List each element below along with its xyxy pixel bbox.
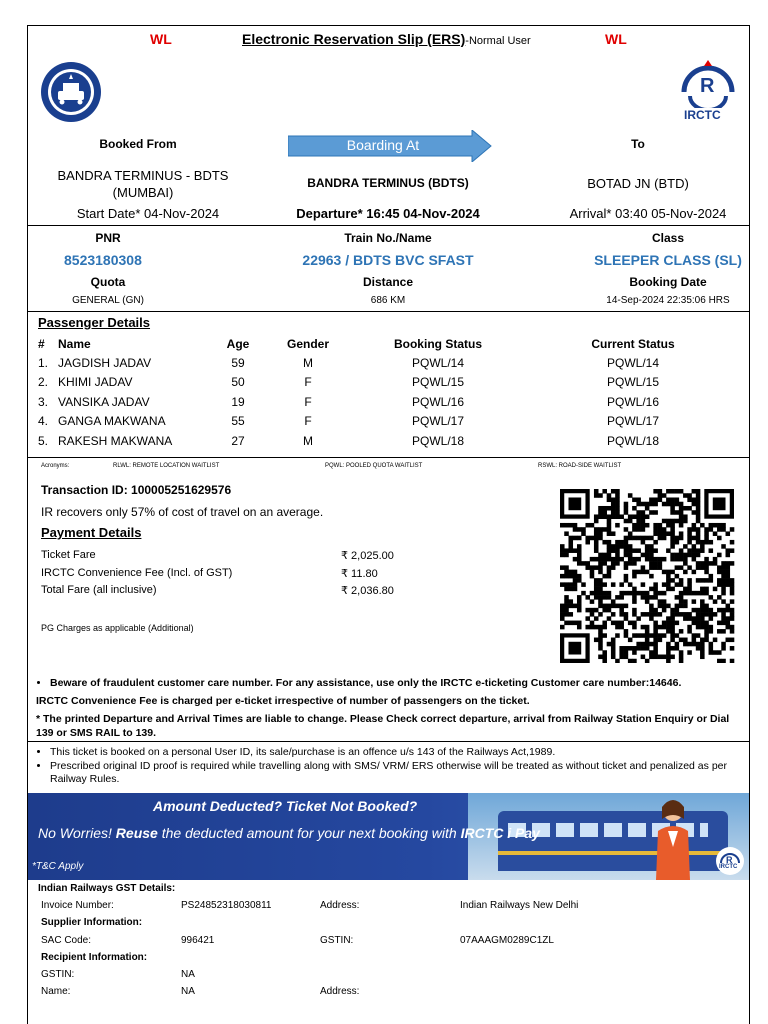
booking-date-label: Booking Date xyxy=(629,275,707,289)
acronym-rswl: RSWL: ROAD-SIDE WAITLIST xyxy=(538,463,622,469)
start-date: Start Date* 04-Nov-2024 xyxy=(76,206,220,221)
banner-headline: Amount Deducted? Ticket Not Booked? xyxy=(153,798,418,814)
quota-value: GENERAL (GN) xyxy=(72,295,144,306)
indian-railways-logo-icon xyxy=(40,61,102,123)
gst-title: Indian Railways GST Details: xyxy=(38,883,176,894)
irctc-logo-text: IRCTC xyxy=(684,108,721,122)
passenger-name: GANGA MAKWANA xyxy=(58,414,166,429)
from-station xyxy=(38,167,248,201)
passenger-gender: F xyxy=(304,394,312,409)
class-value: SLEEPER CLASS (SL) xyxy=(594,252,742,268)
divider xyxy=(28,741,749,742)
col-header-age: Age xyxy=(226,336,250,351)
banner-ipay: IRCTC i Pay xyxy=(460,825,540,841)
fraud-notice: • Beware of fraudulent customer care number. For any assistance, use only the IRCTC e-ticketing Customer care number:14646. xyxy=(50,676,741,690)
woman-illustration xyxy=(648,797,698,880)
table-row xyxy=(38,431,738,451)
passenger-age: 59 xyxy=(231,355,245,370)
total-fare-label: Total Fare (all inclusive) xyxy=(41,584,157,596)
banner-logo-text: IRCTC xyxy=(719,864,738,870)
title-main: Electronic Reservation Slip (ERS) xyxy=(242,31,466,47)
notice-block xyxy=(36,676,741,740)
passenger-details-title: Passenger Details xyxy=(38,315,151,330)
passenger-no: 5. xyxy=(38,433,49,448)
passenger-gender: F xyxy=(304,414,312,429)
col-header-name: Name xyxy=(58,336,91,351)
gstin-value: 07AAAGM0289C1ZL xyxy=(460,935,554,946)
ticket-fare-value: ₹ 2,025.00 xyxy=(341,550,394,562)
conv-fee-value: ₹ 11.80 xyxy=(341,568,378,580)
distance-label: Distance xyxy=(362,275,414,289)
invoice-label: Invoice Number: xyxy=(41,900,114,911)
pnr-value: 8523180308 xyxy=(64,252,142,268)
banner-tc: *T&C Apply xyxy=(32,861,84,872)
from-station-name: BANDRA TERMINUS - BDTS xyxy=(57,168,229,183)
passenger-current-status: PQWL/15 xyxy=(606,375,660,390)
fraud-notice-list xyxy=(36,676,741,690)
passenger-gender: M xyxy=(303,355,313,370)
table-header-row xyxy=(38,334,738,353)
recipient-gstin-value: NA xyxy=(181,969,195,980)
pnr-label: PNR xyxy=(95,231,121,245)
passenger-current-status: PQWL/16 xyxy=(606,394,660,409)
booked-from-label: Booked From xyxy=(99,137,177,151)
col-header-current-status: Current Status xyxy=(591,336,675,351)
banner-reuse: Reuse xyxy=(115,825,158,841)
acronym-rlwl: RLWL: REMOTE LOCATION WAITLIST xyxy=(113,463,220,469)
arrival-time: Arrival* 03:40 05-Nov-2024 xyxy=(569,206,727,221)
passenger-name: VANSIKA JADAV xyxy=(58,394,150,409)
invoice-value: PS24852318030811 xyxy=(181,900,272,911)
table-row xyxy=(38,353,738,373)
passenger-no: 2. xyxy=(38,375,49,390)
conv-fee-note: IRCTC Convenience Fee is charged per e-ticket irrespective of number of passengers on the ticket. xyxy=(36,695,530,707)
ers-document xyxy=(27,25,750,1024)
passenger-booking-status: PQWL/17 xyxy=(411,414,465,429)
recipient-address-label: Address: xyxy=(320,986,360,997)
banner-no-worries: No Worries! xyxy=(38,825,112,841)
recipient-title: Recipient Information: xyxy=(41,952,148,963)
passenger-gender: M xyxy=(303,433,313,448)
to-station: BOTAD JN (BTD) xyxy=(587,176,689,191)
distance-value: 686 KM xyxy=(370,295,406,306)
passenger-booking-status: PQWL/15 xyxy=(411,375,465,390)
irctc-logo-icon xyxy=(676,58,740,126)
total-fare-value: ₹ 2,036.80 xyxy=(341,585,394,597)
times-note: * The printed Departure and Arrival Times are liable to change. Please Check correct departure, arrival from Railway Station Enquiry or Dial 139 or SMS RAIL to 139. xyxy=(36,713,730,739)
train-value: 22963 / BDTS BVC SFAST xyxy=(302,252,474,268)
payment-details-title: Payment Details xyxy=(41,525,142,540)
departure-time: Departure* 16:45 04-Nov-2024 xyxy=(296,206,480,221)
pg-charges-note: PG Charges as applicable (Additional) xyxy=(41,623,194,633)
boarding-station: BANDRA TERMINUS (BDTS) xyxy=(307,176,469,190)
qr-code-icon xyxy=(554,489,740,663)
supplier-title: Supplier Information: xyxy=(41,917,143,928)
passenger-name: KHIMI JADAV xyxy=(58,375,133,390)
acronyms-label: Acronyms: xyxy=(41,463,70,469)
passenger-booking-status: PQWL/16 xyxy=(411,394,465,409)
acronym-pqwl: PQWL: POOLED QUOTA WAITLIST xyxy=(325,463,423,469)
transaction-id: Transaction ID: 100005251629576 xyxy=(41,483,232,497)
id-proof-note: • Prescribed original ID proof is required while travelling along with SMS/ VRM/ ERS otherwise will be treated as without ticket and penalized as per Railway Rules. xyxy=(50,760,741,787)
passenger-age: 27 xyxy=(231,433,245,448)
recipient-name-label: Name: xyxy=(41,986,71,997)
passenger-age: 19 xyxy=(231,394,245,409)
banner-rest: the deducted amount for your next booking with xyxy=(161,825,457,841)
passenger-no: 4. xyxy=(38,414,49,429)
passenger-no: 3. xyxy=(38,394,49,409)
address-value: Indian Railways New Delhi xyxy=(460,900,579,911)
train-label: Train No./Name xyxy=(344,231,432,245)
booking-date-value: 14-Sep-2024 22:35:06 HRS xyxy=(606,295,730,306)
table-row xyxy=(38,373,738,393)
passenger-age: 50 xyxy=(231,375,245,390)
svg-text:R: R xyxy=(700,75,715,97)
conv-fee-label: IRCTC Convenience Fee (Incl. of GST) xyxy=(41,567,233,579)
table-row xyxy=(38,412,738,432)
gstin-label: GSTIN: xyxy=(320,935,354,946)
title-suffix: -Normal User xyxy=(465,35,531,47)
passenger-current-status: PQWL/14 xyxy=(606,355,660,370)
divider xyxy=(28,311,749,312)
rules-list xyxy=(36,746,741,787)
passenger-gender: F xyxy=(304,375,312,390)
wl-left: WL xyxy=(150,31,172,47)
svg-text:R: R xyxy=(726,855,733,865)
passenger-name: JAGDISH JADAV xyxy=(58,355,152,370)
divider xyxy=(28,457,749,458)
from-station-city: (MUMBAI) xyxy=(112,185,174,200)
passenger-booking-status: PQWL/18 xyxy=(411,433,465,448)
rules-block xyxy=(36,746,741,787)
recovers-note: IR recovers only 57% of cost of travel on an average. xyxy=(41,505,324,519)
passenger-no: 1. xyxy=(38,355,49,370)
sac-label: SAC Code: xyxy=(41,935,92,946)
to-label: To xyxy=(631,137,645,151)
address-label: Address: xyxy=(320,900,360,911)
col-header-gender: Gender xyxy=(286,336,329,351)
sac-value: 996421 xyxy=(181,935,215,946)
divider xyxy=(28,225,749,226)
passenger-current-status: PQWL/18 xyxy=(606,433,660,448)
boarding-at-arrow xyxy=(288,130,492,162)
wl-right: WL xyxy=(605,31,627,47)
recipient-name-value: NA xyxy=(181,986,195,997)
recipient-gstin-label: GSTIN: xyxy=(41,969,75,980)
personal-id-note: • This ticket is booked on a personal User ID, its sale/purchase is an offence u/s 143 of the Railways Act,1989. xyxy=(50,746,741,760)
col-header-number: # xyxy=(38,336,45,351)
irctc-ipay-banner[interactable] xyxy=(28,793,749,880)
col-header-booking-status: Booking Status xyxy=(393,336,482,351)
passenger-table xyxy=(38,334,738,451)
quota-label: Quota xyxy=(90,275,126,289)
class-label: Class xyxy=(651,231,685,245)
banner-message xyxy=(38,825,540,841)
passenger-booking-status: PQWL/14 xyxy=(411,355,465,370)
passenger-name: RAKESH MAKWANA xyxy=(58,433,173,448)
banner-irctc-logo-icon xyxy=(716,847,744,875)
passenger-current-status: PQWL/17 xyxy=(606,414,660,429)
table-row xyxy=(38,392,738,412)
document-title xyxy=(242,31,531,47)
ticket-fare-label: Ticket Fare xyxy=(41,549,96,561)
passenger-age: 55 xyxy=(231,414,245,429)
boarding-at-label: Boarding At xyxy=(346,137,420,153)
